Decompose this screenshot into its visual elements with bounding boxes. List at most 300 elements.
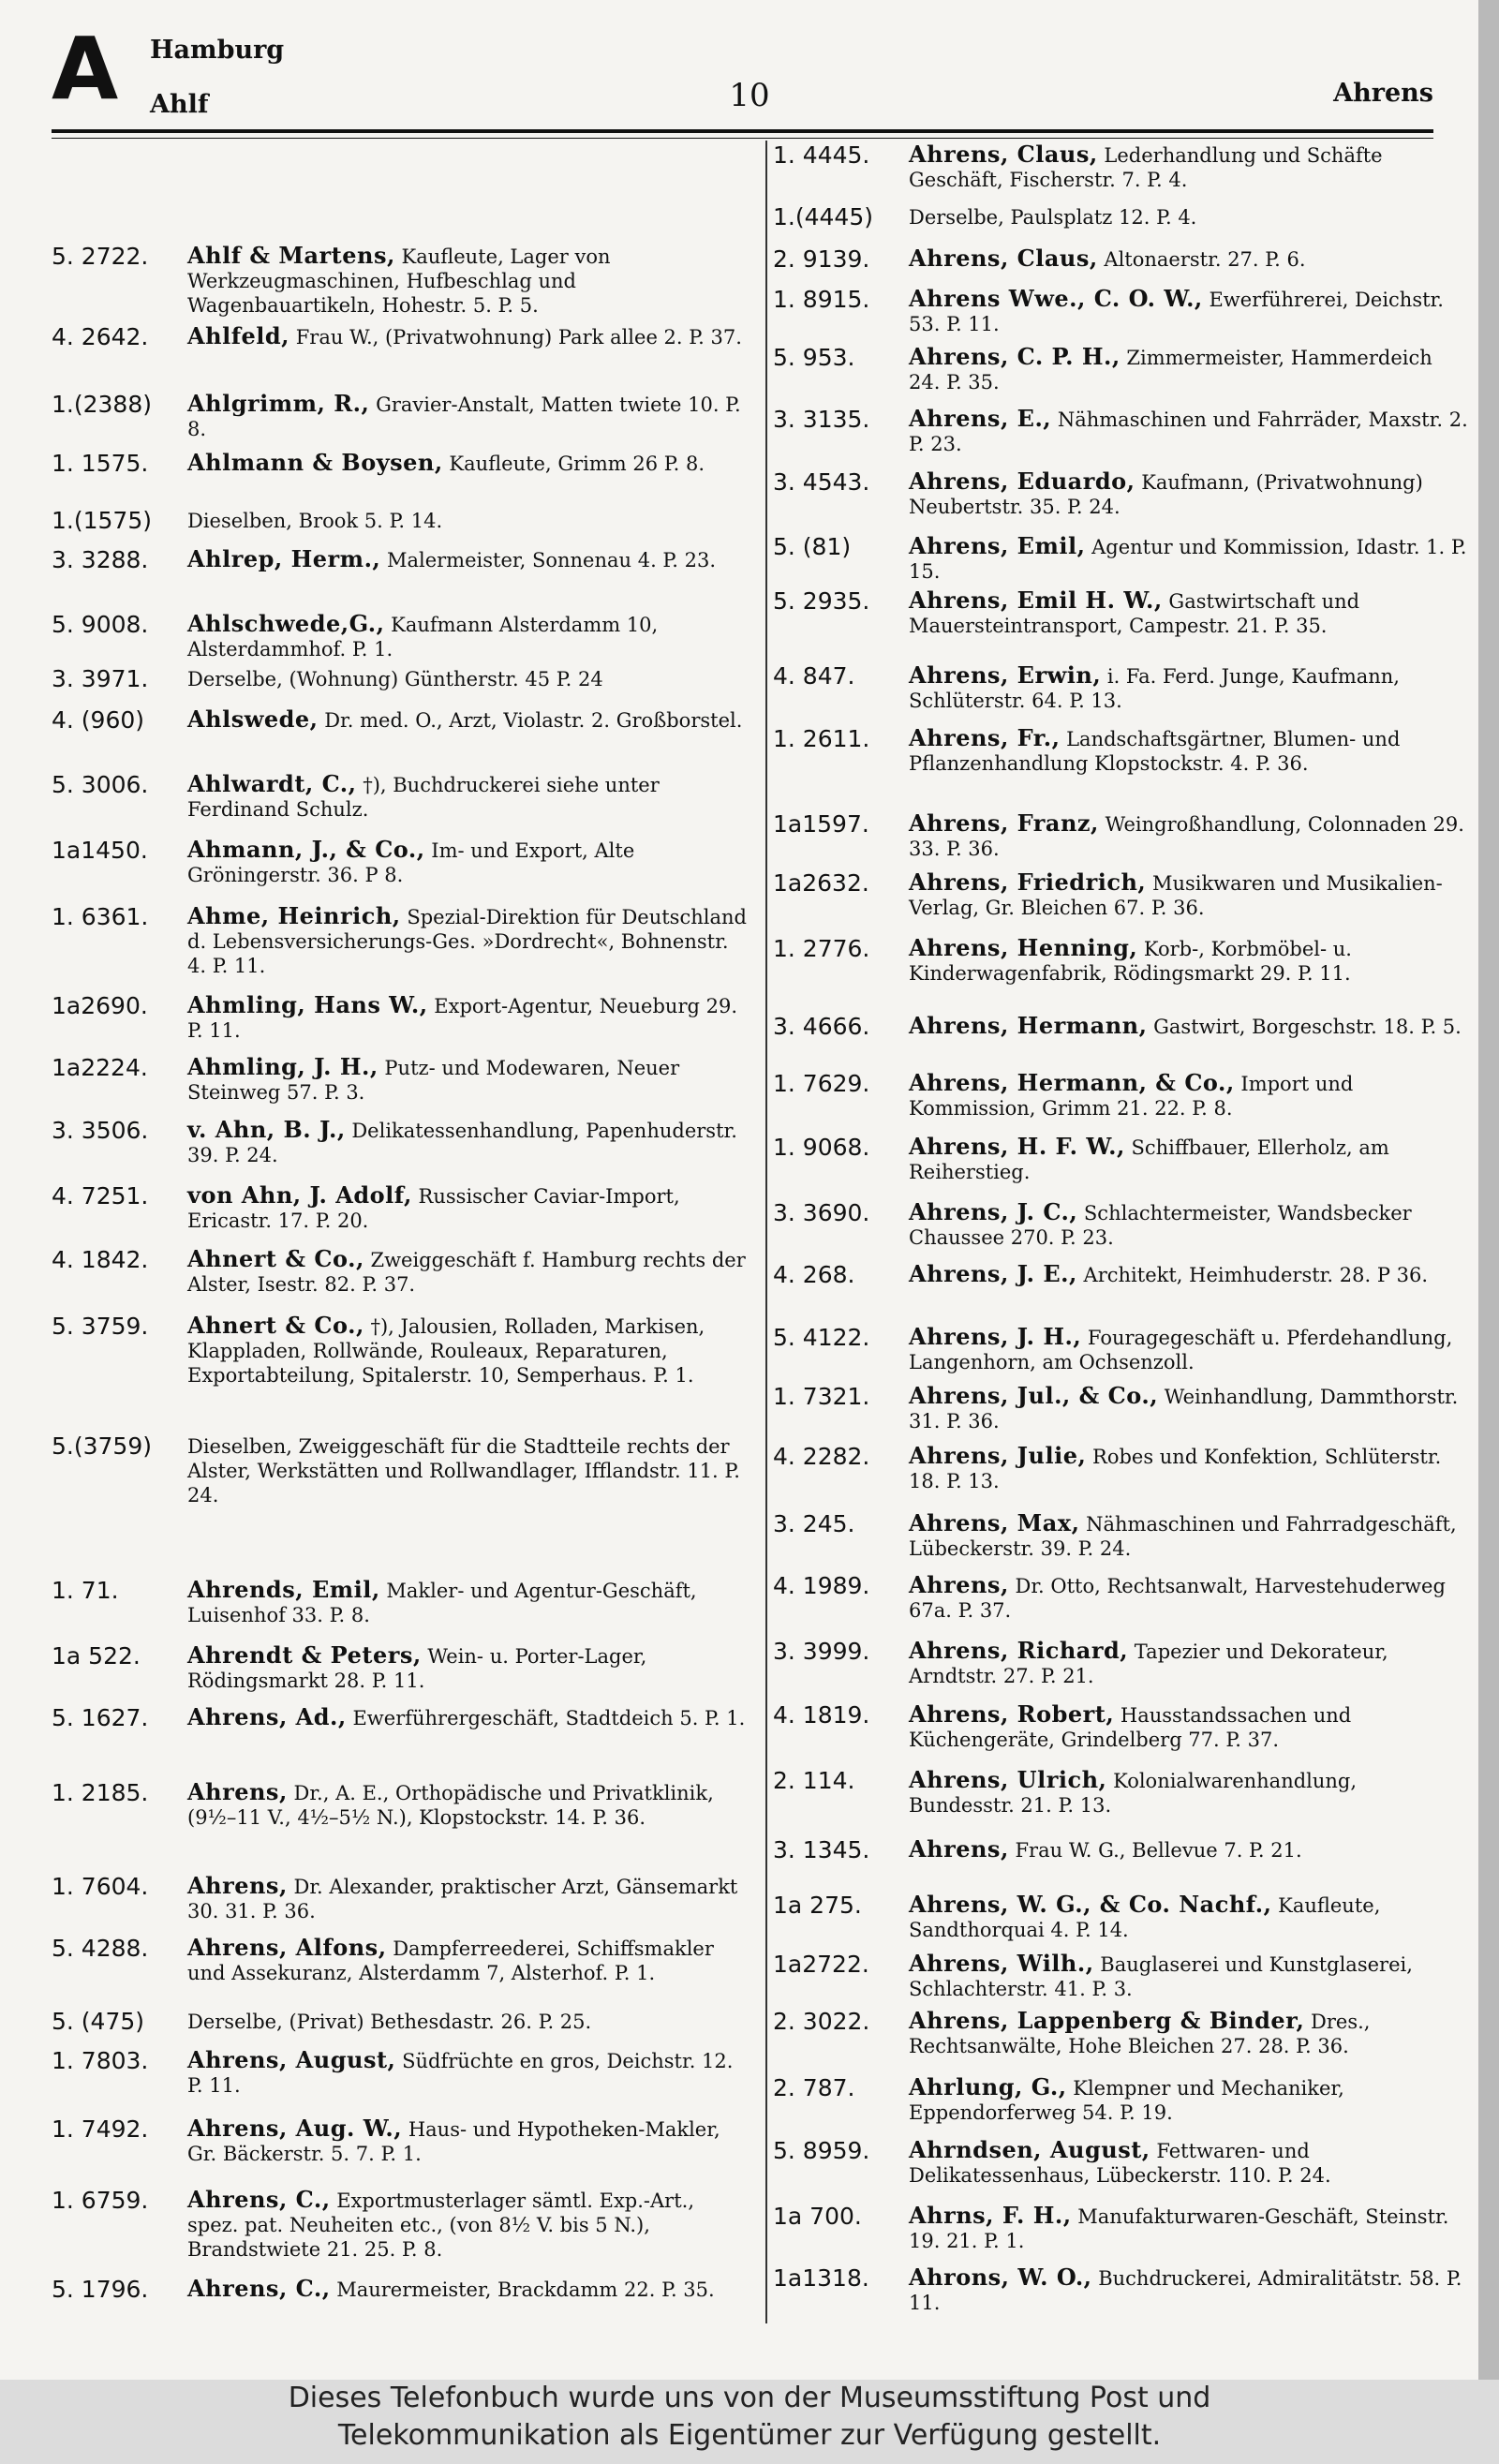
directory-entry [773,870,1468,920]
subscriber-details: Russischer Caviar-Import, Ericastr. 17. P. 20. [187,1185,680,1232]
directory-entry [773,287,1468,336]
entry-text [187,1055,747,1105]
subscriber-details: Tapezier und Dekorateur, Arndtstr. 27. P. 21. [909,1640,1388,1687]
entry-text [909,1768,1468,1818]
entry-text [909,663,1468,713]
directory-entry [773,246,1468,272]
page-number: 10 [729,77,770,114]
entry-text [187,1874,747,1923]
directory-entry [52,508,747,533]
phone-number: 1.(4445) [773,203,873,230]
subscriber-name: von Ahn, J. Adolf, [187,1181,412,1209]
directory-entry [773,1893,1468,1942]
directory-entry [773,1639,1468,1688]
subscriber-name: Ahlwardt, C., [187,770,357,797]
entry-text [909,2265,1468,2315]
phone-number: 5. 9008. [52,611,149,638]
directory-entry [52,1247,747,1297]
phone-number: 2. 3022. [773,2008,870,2035]
subscriber-details: Kolonialwarenhandlung, Bundesstr. 21. P. 13. [909,1770,1358,1817]
subscriber-details: Kaufleute, Lager von Werkzeugmaschinen, Hufbeschlag und Wagenbauartikeln, Hohestr. 5. P. 5. [187,245,611,317]
phone-number: 1a2722. [773,1951,869,1978]
directory-entry [773,534,1468,584]
entry-text [909,246,1468,272]
entry-text [187,2277,747,2302]
phone-number: 4. 1989. [773,1572,870,1599]
directory-entry [52,547,747,572]
directory-entry [52,2116,747,2166]
entry-text [909,811,1468,861]
directory-entry [773,936,1468,986]
directory-entry [52,1118,747,1167]
subscriber-details: Frau W. G., Bellevue 7. P. 21. [1008,1839,1302,1862]
phone-number: 4. 2282. [773,1443,870,1470]
phone-number: 1. 7321. [773,1383,870,1410]
directory-entry [773,2138,1468,2188]
phone-number: 5. 2722. [52,243,149,270]
entry-text [909,1639,1468,1688]
phone-number: 4. 1842. [52,1246,149,1273]
subscriber-details: †), Buchdruckerei siehe unter Ferdinand Schulz. [187,774,660,821]
phone-number: 4. 1819. [773,1701,870,1729]
subscriber-details: i. Fa. Ferd. Junge, Kaufmann, Schlüterstr. 64. P. 13. [909,665,1400,712]
footer-line-2: Telekommunikation als Eigentümer zur Verfügung gestellt. [337,2419,1162,2452]
phone-number: 1. 2611. [773,725,870,752]
subscriber-name: Ahrens, J. C., [909,1198,1078,1225]
entry-text [909,1200,1468,1250]
directory-entry [52,904,747,978]
directory-entry [52,1183,747,1233]
phone-number: 3. 3971. [52,665,149,692]
subscriber-name: Ahrens, Julie, [909,1442,1087,1469]
phone-number: 3. 3135. [773,406,870,433]
directory-entry [773,1135,1468,1184]
entry-text [909,1702,1468,1752]
phone-number: 5. 8959. [773,2137,870,2164]
header-rule-thin [52,138,1433,139]
subscriber-name: Ahrens, Richard, [909,1637,1129,1664]
directory-entry [773,1071,1468,1121]
subscriber-details: Buchdruckerei, Admiralitätstr. 58. P. 11. [909,2267,1462,2314]
subscriber-name: Ahlfeld, [187,322,290,349]
subscriber-name: Ahrens, Robert, [909,1700,1115,1728]
subscriber-details: Kaufmann Alsterdamm 10, Alsterdammhof. P. 1. [187,614,659,661]
subscriber-details: †), Jalousien, Rolladen, Markisen, Klappladen, Rollwände, Rouleaux, Reparaturen, Exportabteilung, Spitalerstr. 10, Semperhaus. P. 1. [187,1315,705,1387]
phone-number: 1a2690. [52,992,148,1019]
phone-number: 1. 71. [52,1577,119,1604]
subscriber-details: Kaufleute, Sandthorquai 4. P. 14. [909,1894,1381,1941]
entry-text [909,2204,1468,2253]
subscriber-details: Ewerführerei, Deichstr. 53. P. 11. [909,289,1444,335]
entry-text [909,1325,1468,1374]
entry-text [909,1071,1468,1121]
entry-text [187,392,747,441]
subscriber-details: Spezial-Direktion für Deutschland d. Lebensversicherungs-Ges. »Dordrecht«, Bohnenstr. 4. P. 11. [187,906,747,977]
directory-entry [773,407,1468,456]
subscriber-details: Dr., A. E., Orthopädische und Privatklinik, (9½–11 V., 4½–5½ N.), Klopstockstr. 14. P. 36. [187,1782,714,1829]
subscriber-details: Zweiggeschäft f. Hamburg rechts der Alster, Isestr. 82. P. 37. [187,1249,746,1296]
subscriber-details: Malermeister, Sonnenau 4. P. 23. [380,549,717,571]
subscriber-name: Ahrendt & Peters, [187,1641,422,1669]
subscriber-name: Ahrens, Ulrich, [909,1766,1107,1793]
subscriber-name: Ahrens, C., [187,2275,331,2302]
phone-number: 1a 275. [773,1892,862,1919]
subscriber-details: Hausstandssachen und Küchengeräte, Grindelberg 77. P. 37. [909,1704,1352,1751]
directory-entry [773,1384,1468,1433]
phone-number: 1. 6759. [52,2187,149,2214]
subscriber-details: Makler- und Agentur-Geschäft, Luisenhof 33. P. 8. [187,1580,697,1626]
directory-entry [52,1314,747,1388]
subscriber-details: Kaufmann, (Privatwohnung) Neubertstr. 35. P. 24. [909,471,1423,518]
subscriber-details: Agentur und Kommission, Idastr. 1. P. 15. [909,536,1467,583]
phone-number: 1. 6361. [52,903,149,930]
entry-text [909,2009,1468,2058]
subscriber-details: Dampferreederei, Schiffsmakler und Assekuranz, Alsterdamm 7, Alsterhof. P. 1. [187,1937,714,1984]
phone-number: 3. 3999. [773,1638,870,1665]
entry-text [187,451,747,476]
subscriber-name: Ahrens, H. F. W., [909,1133,1125,1160]
directory-entry [773,1262,1468,1287]
subscriber-name: Ahrndsen, August, [909,2136,1150,2163]
range-start-heading: Ahlf [150,90,209,119]
directory-entry [52,1780,747,1830]
subscriber-details: Maurermeister, Brackdamm 22. P. 35. [330,2278,715,2301]
directory-entry [773,1768,1468,1818]
header-rule-thick [52,129,1433,133]
subscriber-details: Import und Kommission, Grimm 21. 22. P. 8. [909,1073,1354,1120]
entry-text [187,324,747,349]
subscriber-details: Schiffbauer, Ellerholz, am Reiherstieg. [909,1136,1389,1183]
entry-text [187,547,747,572]
subscriber-name: Ahrens, J. E., [909,1260,1077,1287]
directory-entry [773,2009,1468,2058]
entry-text [909,1893,1468,1942]
directory-entry [52,666,747,691]
subscriber-details: Südfrüchte en gros, Deichstr. 12. P. 11. [187,2050,734,2097]
subscriber-name: Ahrns, F. H., [909,2202,1072,2229]
subscriber-details: Lederhandlung und Schäfte Geschäft, Fischerstr. 7. P. 4. [909,144,1383,191]
column-divider [765,141,767,2323]
directory-entry [773,726,1468,776]
phone-number: 5. 2935. [773,587,870,615]
subscriber-details: Kaufleute, Grimm 26 P. 8. [442,453,705,475]
directory-entry [773,1325,1468,1374]
entry-text [909,870,1468,920]
subscriber-details: Gastwirt, Borgeschstr. 18. P. 5. [1147,1016,1462,1038]
subscriber-name: Ahrens, Henning, [909,934,1138,961]
subscriber-details: Frau W., (Privatwohnung) Park allee 2. P. 37. [289,326,742,349]
entry-text [909,1384,1468,1433]
entry-text [909,2075,1468,2125]
directory-entry [773,142,1468,192]
phone-number: 5.(3759) [52,1432,152,1460]
phone-number: 1. 8915. [773,286,870,313]
subscriber-name: Ahrens, Wilh., [909,1950,1094,1977]
subscriber-details: Derselbe, Paulsplatz 12. P. 4. [909,206,1197,229]
phone-number: 3. 1345. [773,1836,870,1863]
directory-entry [773,345,1468,394]
subscriber-details: Putz- und Modewaren, Neuer Steinweg 57. P. 3. [187,1057,680,1104]
subscriber-details: Musikwaren und Musikalien-Verlag, Gr. Bleichen 67. P. 36. [909,872,1443,919]
subscriber-name: Ahrens, Erwin, [909,661,1102,689]
subscriber-name: Ahrens, Lappenberg & Binder, [909,2007,1305,2034]
subscriber-name: v. Ahn, B. J., [187,1116,346,1143]
phone-number: 1. 2776. [773,935,870,962]
subscriber-name: Ahrens, Franz, [909,809,1099,837]
entry-text [187,772,747,822]
subscriber-details: Architekt, Heimhuderstr. 28. P 36. [1076,1264,1429,1286]
phone-number: 2. 787. [773,2074,855,2101]
subscriber-name: Ahrens Wwe., C. O. W., [909,285,1203,312]
entry-text [909,1262,1468,1287]
entry-text [187,2009,747,2034]
entry-text [909,1573,1468,1623]
directory-entry [773,1837,1468,1863]
subscriber-name: Ahrens, Emil H. W., [909,586,1163,614]
phone-number: 1. 7629. [773,1070,870,1097]
subscriber-details: Haus- und Hypotheken-Makler, Gr. Bäckerstr. 5. 7. P. 1. [187,2118,720,2165]
directory-entry [773,663,1468,713]
subscriber-name: Ahnert & Co., [187,1245,364,1272]
entry-text [909,1444,1468,1493]
subscriber-name: Ahrens, C., [187,2186,331,2213]
scan-edge [1478,0,1499,2380]
phone-number: 5. 4288. [52,1935,149,1962]
range-end-heading: Ahrens [1333,79,1433,108]
entry-text [909,142,1468,192]
phone-number: 1. 1575. [52,450,149,477]
subscriber-name: Ahrons, W. O., [909,2264,1092,2291]
subscriber-name: Ahrens, Hermann, & Co., [909,1069,1235,1096]
subscriber-details: Weingroßhandlung, Colonnaden 29. 33. P. 36. [909,813,1464,860]
phone-number: 5. 4122. [773,1324,870,1351]
directory-entry [52,707,747,733]
directory-entry [773,1702,1468,1752]
phone-number: 2. 9139. [773,245,870,273]
phone-number: 3. 245. [773,1510,855,1537]
phone-number: 1a 700. [773,2203,862,2230]
section-letter: A [52,19,119,119]
entry-text [909,1135,1468,1184]
entry-text [909,1952,1468,2001]
subscriber-details: Gravier-Anstalt, Matten twiete 10. P. 8. [187,393,741,440]
entry-text [187,1247,747,1297]
subscriber-details: Derselbe, (Wohnung) Güntherstr. 45 P. 24 [187,668,603,690]
subscriber-name: Ahrens, [187,1778,288,1805]
subscriber-details: Landschaftsgärtner, Blumen- und Pflanzenhandlung Klopstockstr. 4. P. 36. [909,728,1401,775]
entry-text [187,2188,747,2262]
entry-text [187,2048,747,2098]
phone-number: 1. 7803. [52,2047,149,2074]
entry-text [187,1780,747,1830]
phone-number: 1a1597. [773,810,869,838]
entry-text [909,534,1468,584]
phone-number: 5. 953. [773,344,855,371]
phone-number: 5. 3006. [52,771,149,798]
subscriber-details: Export-Agentur, Neueburg 29. P. 11. [187,995,738,1042]
subscriber-details: Wein- u. Porter-Lager, Rödingsmarkt 28. P. 11. [187,1645,647,1692]
subscriber-details: Dr. Alexander, praktischer Arzt, Gänsemarkt 30. 31. P. 36. [187,1876,738,1922]
phone-number: 1. 7604. [52,1873,149,1900]
subscriber-name: Ahlgrimm, R., [187,390,370,417]
directory-entry [52,772,747,822]
entry-text [187,1936,747,1985]
subscriber-details: Weinhandlung, Dammthorstr. 31. P. 36. [909,1386,1459,1432]
phone-number: 1a1318. [773,2264,869,2292]
phone-number: 1. 9068. [773,1134,870,1161]
subscriber-name: Ahme, Heinrich, [187,902,401,929]
subscriber-details: Exportmusterlager sämtl. Exp.-Art., spez. pat. Neuheiten etc., (von 8½ V. bis 5 N.), Brandstwiete 21. 25. P. 8. [187,2189,694,2261]
subscriber-name: Ahlschwede,G., [187,610,385,637]
directory-entry [773,1511,1468,1561]
entry-text [187,1118,747,1167]
subscriber-details: Im- und Export, Alte Gröningerstr. 36. P 8. [187,839,635,886]
subscriber-name: Ahrens, Max, [909,1509,1080,1536]
phone-number: 3. 4666. [773,1013,870,1040]
subscriber-details: Altonaerstr. 27. P. 6. [1097,248,1306,271]
directory-entry [52,244,747,318]
entry-text [187,1643,747,1693]
phone-number: 4. 2642. [52,323,149,350]
phone-number: 3. 3288. [52,546,149,573]
phone-number: 5. 1796. [52,2276,149,2303]
directory-entry [773,1200,1468,1250]
phone-number: 1.(1575) [52,507,152,534]
subscriber-details: Korb-, Korbmöbel- u. Kinderwagenfabrik, Rödingsmarkt 29. P. 11. [909,938,1352,985]
subscriber-details: Robes und Konfektion, Schlüterstr. 18. P. 13. [909,1446,1442,1492]
directory-entry [52,838,747,887]
subscriber-name: Ahmling, Hans W., [187,991,428,1018]
entry-text [909,1837,1468,1863]
phone-number: 5. (475) [52,2008,145,2035]
subscriber-name: Ahrens, W. G., & Co. Nachf., [909,1891,1272,1918]
subscriber-name: Ahrens, Ad., [187,1703,347,1730]
phone-number: 1. 4445. [773,142,870,169]
entry-text [187,1578,747,1627]
entry-text [909,1511,1468,1561]
phone-number: 2. 114. [773,1767,855,1794]
subscriber-details: Manufakturwaren-Geschäft, Steinstr. 19. 21. P. 1. [909,2205,1449,2252]
directory-entry [52,324,747,349]
entry-text [909,204,1468,230]
entry-text [187,244,747,318]
directory-entry [773,2075,1468,2125]
directory-entry [52,1643,747,1693]
subscriber-details: Zimmermeister, Hammerdeich 24. P. 35. [909,347,1432,393]
directory-entry [52,612,747,661]
subscriber-details: Dieselben, Brook 5. P. 14. [187,510,443,532]
subscriber-name: Ahrens, [187,1872,288,1899]
directory-entry [52,451,747,476]
phone-number: 3. 4543. [773,468,870,496]
subscriber-name: Ahlrep, Herm., [187,545,381,572]
entry-text [187,707,747,733]
entry-text [909,287,1468,336]
phone-number: 1a2224. [52,1054,148,1081]
subscriber-details: Dieselben, Zweiggeschäft für die Stadtteile rechts der Alster, Werkstätten und Rollwandlager, Ifflandstr. 11. P. 24. [187,1435,740,1507]
entry-text [909,2138,1468,2188]
directory-entry [52,1705,747,1730]
entry-text [187,993,747,1043]
phone-number: 1. 7492. [52,2115,149,2143]
phone-number: 5. 1627. [52,1704,149,1731]
entry-text [909,588,1468,638]
subscriber-details: Dr. med. O., Arzt, Violastr. 2. Großborstel. [318,709,743,732]
entry-text [909,407,1468,456]
subscriber-name: Ahrens, Eduardo, [909,468,1135,495]
subscriber-details: Ewerführergeschäft, Stadtdeich 5. P. 1. [346,1707,746,1729]
directory-entry [52,993,747,1043]
directory-entry [52,1936,747,1985]
directory-entry [52,2009,747,2034]
right-column [773,142,1468,2325]
entry-text [187,2116,747,2166]
subscriber-details: Nähmaschinen und Fahrradgeschäft, Lübeckerstr. 39. P. 24. [909,1513,1457,1560]
entry-text [187,904,747,978]
subscriber-name: Ahrens, J. H., [909,1323,1082,1350]
subscriber-name: Ahrens, E., [909,405,1052,432]
subscriber-name: Ahrens, [909,1571,1009,1598]
directory-entry [773,2204,1468,2253]
subscriber-name: Ahrens, Friedrich, [909,868,1147,896]
subscriber-details: Delikatessenhandlung, Papenhuderstr. 39. P. 24. [187,1120,737,1166]
phone-number: 3. 3690. [773,1199,870,1226]
directory-entry [773,469,1468,519]
subscriber-details: Dres., Rechtsanwälte, Hohe Bleichen 27. 28. P. 36. [909,2011,1371,2057]
directory-entry [773,1014,1468,1039]
subscriber-name: Ahlswede, [187,705,319,733]
directory-entry [773,1444,1468,1493]
entry-text [909,1014,1468,1039]
subscriber-details: Gastwirtschaft und Mauersteintransport, Campestr. 21. P. 35. [909,590,1360,637]
directory-entry [773,588,1468,638]
directory-entry [773,1952,1468,2001]
subscriber-name: Ahmling, J. H., [187,1053,378,1080]
phone-number: 1. 2185. [52,1779,149,1806]
directory-entry [52,1874,747,1923]
subscriber-name: Ahrens, [909,1835,1009,1863]
subscriber-name: Ahrens, Jul., & Co., [909,1382,1159,1409]
entry-text [187,838,747,887]
subscriber-details: Schlachtermeister, Wandsbecker Chaussee 270. P. 23. [909,1202,1412,1249]
entry-text [187,666,747,691]
phone-number: 4. 268. [773,1261,855,1288]
phone-number: 3. 3506. [52,1117,149,1144]
subscriber-name: Ahlf & Martens, [187,242,395,269]
subscriber-name: Ahnert & Co., [187,1312,364,1339]
subscriber-name: Ahrens, Fr., [909,724,1061,751]
phone-number: 4. (960) [52,706,145,734]
entry-text [909,726,1468,776]
phone-number: 1a2632. [773,869,869,897]
subscriber-name: Ahmann, J., & Co., [187,836,425,863]
directory-entry [52,392,747,441]
directory-entry [52,2188,747,2262]
entry-text [187,1705,747,1730]
subscriber-details: Dr. Otto, Rechtsanwalt, Harvestehuderweg 67a. P. 37. [909,1575,1446,1622]
subscriber-details: Derselbe, (Privat) Bethesdastr. 26. P. 25. [187,2011,592,2033]
entry-text [187,612,747,661]
phone-number: 4. 847. [773,662,855,690]
left-column [52,142,747,2325]
phone-number: 1a1450. [52,837,148,864]
entry-text [187,508,747,533]
subscriber-name: Ahlmann & Boysen, [187,449,443,476]
subscriber-details: Fettwaren- und Delikatessenhaus, Lübeckerstr. 110. P. 24. [909,2140,1331,2187]
subscriber-details: Nähmaschinen und Fahrräder, Maxstr. 2. P. 23. [909,408,1468,455]
phone-number: 5. (81) [773,533,852,560]
entry-text [909,936,1468,986]
